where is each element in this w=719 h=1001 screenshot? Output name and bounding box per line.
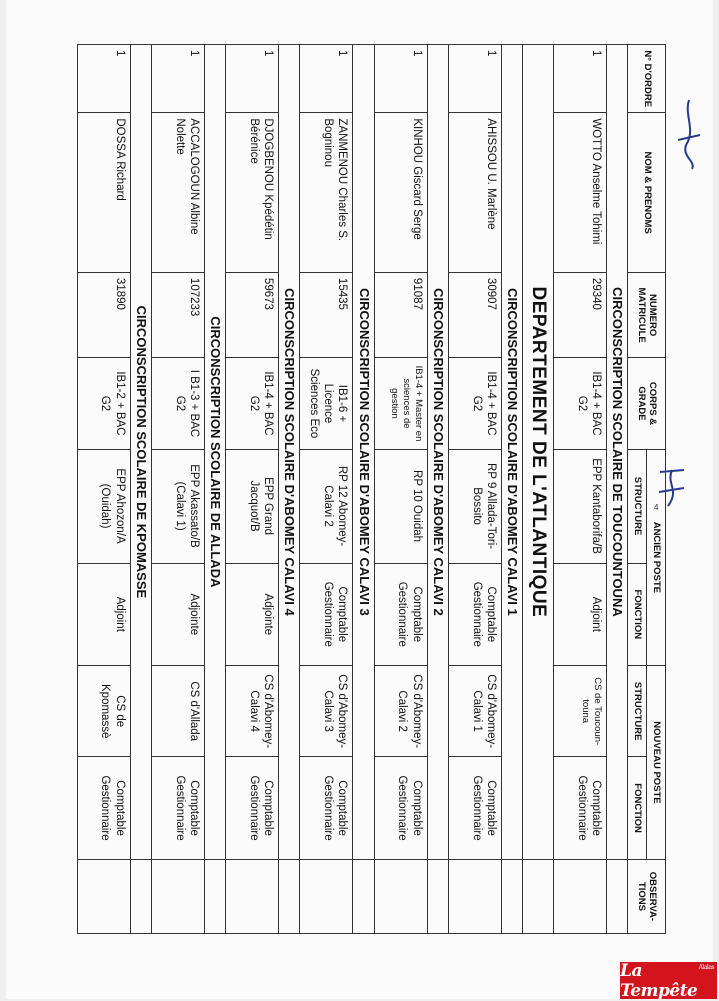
handwritten-mark-icon [674, 95, 704, 175]
header-num-ordre: N° D'ORDRE [628, 45, 666, 113]
department-row: DEPARTEMENT DE L'ATLANTIQUE [523, 45, 554, 934]
section-row: CIRCONSCRIPTION SCOLAIRE D'ABOMEY CALAVI 3 [353, 45, 374, 934]
handwritten-initial-icon [654, 462, 690, 512]
table-row: 1 ACCALOGOUN Albine Nolette 107233 I B1-3 + BAC G2 EPP Akassato/B (Calavi 1) Adjointe CS d'Allada Comptable Gestionnaire [152, 45, 205, 934]
header-nouveau-poste: NOUVEAU POSTE [647, 666, 666, 860]
table-row: 1 WOTTO Anselme Tohimi 29340 IB1-4 + BAC G2 EPP Kantaborifa/B Adjoint CS de Toucoun-touna Comptable Gestionnaire [554, 45, 607, 934]
table-row: 1 AHISSOU U. Marlène 30907 IB1-4 + BAC G2 RP 9 Allada-Tori-Bossito Comptable Gestionnaire CS d'Abomey-Calavi 1 Comptable Gestionnaire [449, 45, 502, 934]
brand-tag: Alalas [698, 964, 714, 971]
document-page [6, 0, 713, 999]
page-number: 4 [654, 503, 659, 512]
header-observations: OBSERVA-TIONS [628, 859, 666, 933]
section-row: CIRCONSCRIPTION SCOLAIRE D'ABOMEY CALAVI 2 [427, 45, 448, 934]
section-row: CIRCONSCRIPTION SCOLAIRE DE KPOMASSE [130, 45, 151, 934]
section-row: CIRCONSCRIPTION SCOLAIRE DE ALLADA [205, 45, 226, 934]
brand-name: La Tempête [620, 960, 698, 1001]
header-nouveau-structure: STRUCTURE [628, 666, 647, 757]
header-ancien-poste: ANCIEN POSTE [647, 449, 666, 666]
section-row: CIRCONSCRIPTION SCOLAIRE D'ABOMEY CALAVI 1 [502, 45, 523, 934]
brand-logo [620, 962, 717, 999]
section-row: CIRCONSCRIPTION SCOLAIRE DE TOUCOUNTOUNA [607, 45, 628, 934]
header-nouveau-fonction: FONCTION [628, 757, 647, 860]
section-row: CIRCONSCRIPTION SCOLAIRE D'ABOMEY CALAVI 4 [279, 45, 300, 934]
rotated-table-container [16, 0, 716, 1000]
header-nom: NOM & PRENOMS [628, 113, 666, 273]
header-corps: CORPS & GRADE [628, 358, 666, 449]
table-row: 1 KINHOU Giscard Serge 91087 IB1-4 + Master en sciences de gestion RP 10 Ouidah Comptable Gestionnaire CS d'Abomey-Calavi 2 Comptable Gestionnaire [374, 45, 427, 934]
assignment-table [77, 44, 666, 934]
header-matricule: NUMERO MATRICULE [628, 272, 666, 357]
header-ancien-fonction: FONCTION [628, 563, 647, 666]
table-row: 1 DJOGBENOU Kpédétin Bérénice 59673 IB1-4 + BAC G2 EPP Grand Jacquot/B Adjointe CS d'Abomey-Calavi 4 Comptable Gestionnaire [226, 45, 279, 934]
table-row: 1 DOSSA Richard 31890 IB1-2 + BAC G2 EPP Ahozon/A (Ouidah) Adjoint CS de Kpomassè Comptable Gestionnaire [77, 45, 130, 934]
header-ancien-structure: STRUCTURE [628, 449, 647, 563]
table-row: 1 ZANMENOU Charles S. Bogninou 15435 IB1-6 + Licence Sciences Eco RP 12 Abomey-Calavi 2 Comptable Gestionnaire CS d'Abomey-Calavi 3 Comptable Gestionnaire [300, 45, 353, 934]
